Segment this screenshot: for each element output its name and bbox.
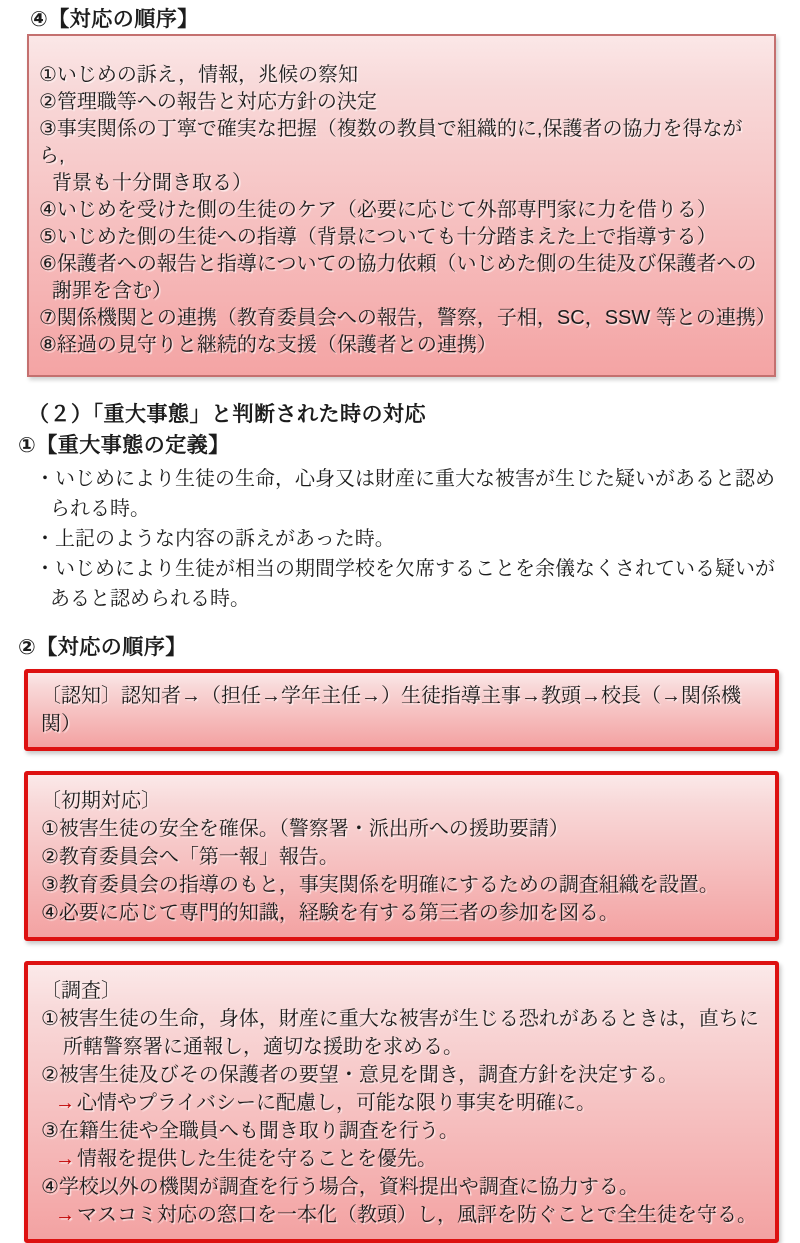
- survey-arrow-note: [41, 1145, 771, 1173]
- document-page: [0, 8, 800, 1226]
- definition-bullet-continuation: られる時。: [50, 498, 150, 520]
- order-heading: ②【対応の順序】: [18, 636, 187, 659]
- survey-arrow-note: [41, 1201, 771, 1229]
- definition-bullet-list: [35, 464, 800, 614]
- survey-line: ④学校以外の機関が調査を行う場合，資料提出や調査に協力する。: [41, 1176, 639, 1198]
- recognition-flow-box: [24, 669, 779, 751]
- survey-arrow-text: 情報を提供した生徒を守ることを優先。: [77, 1148, 437, 1170]
- survey-line: ③在籍生徒や全職員へも聞き取り調査を行う。: [41, 1120, 459, 1142]
- response-order-line: ④いじめを受けた側の生徒のケア（必要に応じて外部専門家に力を借りる）: [39, 199, 717, 221]
- red-arrow-icon: →: [55, 1092, 75, 1114]
- definition-heading: ①【重大事態の定義】: [18, 434, 230, 457]
- response-order-line: ⑧経過の見守りと継続的な支援（保護者との連携）: [39, 334, 497, 356]
- initial-response-line: ②教育委員会へ「第一報」報告。: [41, 846, 339, 868]
- initial-response-line: ③教育委員会の指導のもと，事実関係を明確にするための調査組織を設置。: [41, 874, 719, 896]
- definition-bullet: ・いじめにより生徒の生命，心身又は財産に重大な被害が生じた疑いがあると認め: [35, 468, 775, 490]
- response-order-line: ③事実関係の丁寧で確実な把握（複数の教員で組織的に,保護者の協力を得ながら,: [39, 118, 743, 167]
- response-order-line: ①いじめの訴え，情報，兆候の察知: [39, 64, 359, 86]
- initial-response-line: ④必要に応じて専門的知識，経験を有する第三者の参加を図る。: [41, 902, 619, 924]
- response-order-line: ②管理職等への報告と対応方針の決定: [39, 91, 377, 113]
- response-order-line-continuation: 背景も十分聞き取る）: [52, 172, 252, 194]
- definition-bullet-continuation: あると認められる時。: [50, 588, 250, 610]
- survey-arrow-text: マスコミ対応の窓口を一本化（教頭）し，風評を防ぐことで全生徒を守る。: [77, 1204, 757, 1226]
- initial-response-title: 〔初期対応〕: [41, 790, 161, 812]
- survey-line: ①被害生徒の生命，身体，財産に重大な被害が生じる恐れがあるときは，直ちに: [41, 1008, 759, 1030]
- survey-arrow-text: 心情やプライバシーに配慮し，可能な限り事実を明確に。: [77, 1092, 596, 1114]
- red-arrow-icon: →: [55, 1204, 75, 1226]
- definition-bullet: ・上記のような内容の訴えがあった時。: [35, 528, 395, 550]
- section2-heading: （２）「重大事態」と判断された時の対応: [28, 403, 426, 426]
- survey-line: ②被害生徒及びその保護者の要望・意見を聞き，調査方針を決定する。: [41, 1064, 679, 1086]
- response-order-line: ⑥保護者への報告と指導についての協力依頼（いじめた側の生徒及び保護者への: [39, 253, 757, 275]
- response-order-box: [27, 34, 776, 377]
- survey-arrow-note: [41, 1089, 771, 1117]
- section4-heading: ④【対応の順序】: [30, 8, 199, 31]
- definition-bullet: ・いじめにより生徒が相当の期間学校を欠席することを余儀なくされている疑いが: [35, 558, 775, 580]
- response-order-line: ⑤いじめた側の生徒への指導（背景についても十分踏まえた上で指導する）: [39, 226, 717, 248]
- survey-box: [24, 961, 779, 1243]
- recognition-flow-text: 〔認知〕認知者→（担任→学年主任→）生徒指導主事→教頭→校長（→関係機関）: [41, 685, 741, 735]
- survey-title: 〔調査〕: [41, 980, 121, 1002]
- response-order-line-continuation: 謝罪を含む）: [52, 280, 172, 302]
- survey-line-continuation: 所轄警察署に通報し，適切な援助を求める。: [63, 1036, 463, 1058]
- red-arrow-icon: →: [55, 1148, 75, 1170]
- initial-response-line: ①被害生徒の安全を確保。（警察署・派出所への援助要請）: [41, 818, 569, 840]
- response-order-line: ⑦関係機関との連携（教育委員会への報告，警察，子相，SC，SSW 等との連携）: [39, 307, 776, 329]
- initial-response-box: [24, 771, 779, 941]
